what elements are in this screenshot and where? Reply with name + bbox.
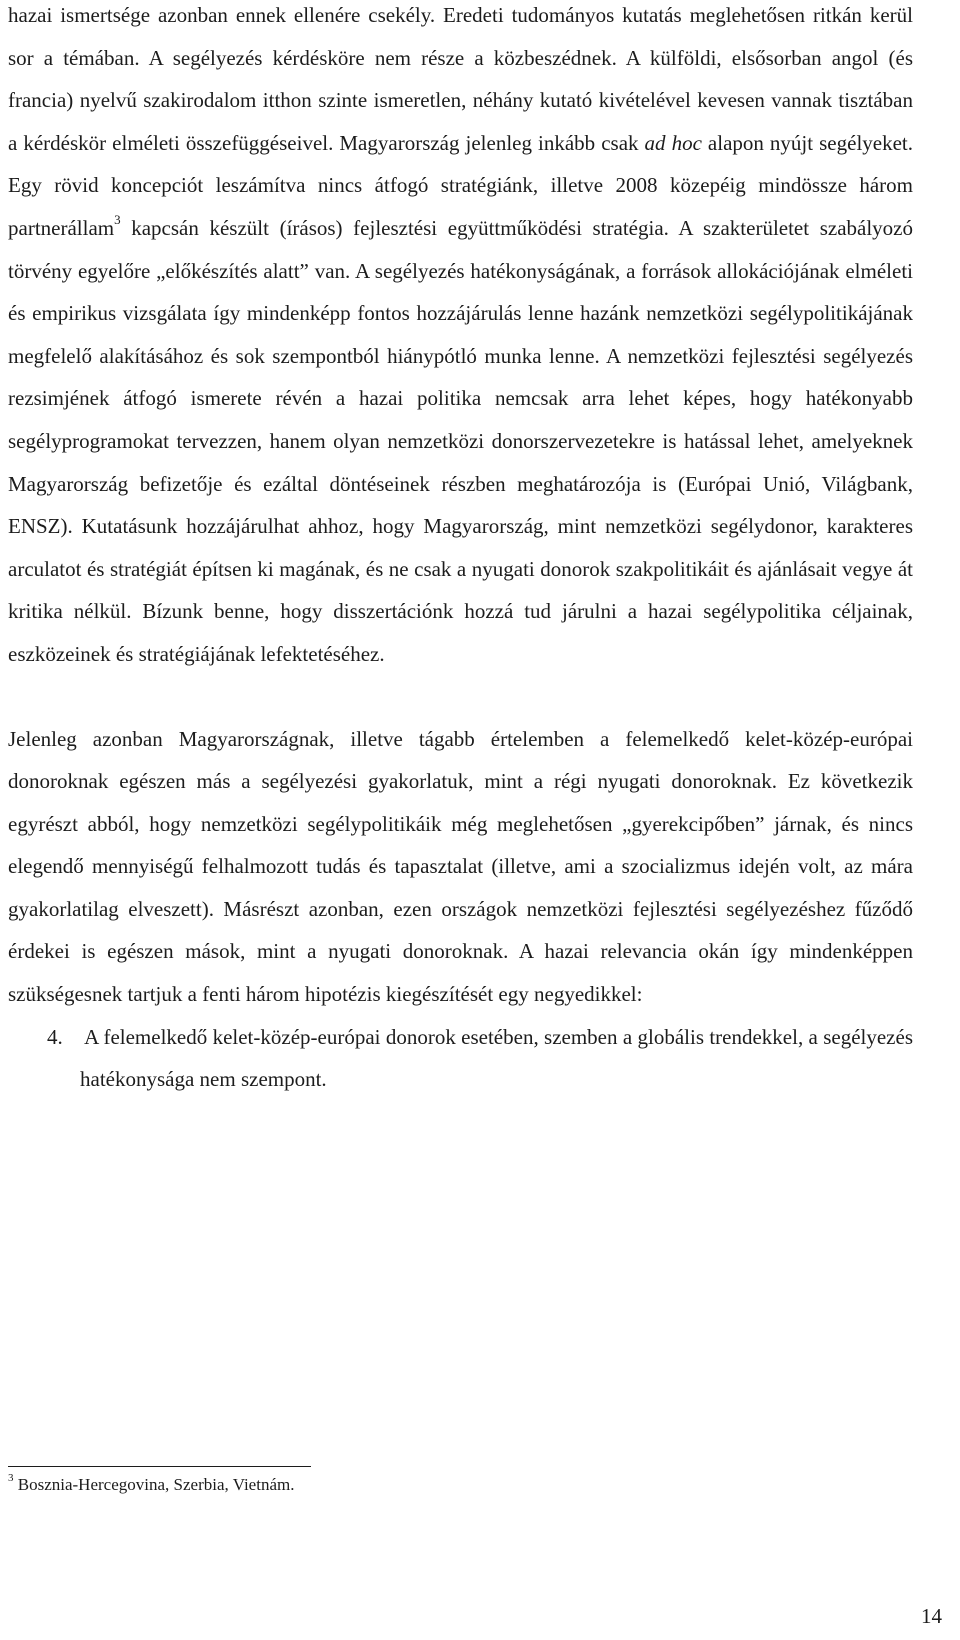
paragraph-1-italic: ad hoc — [644, 130, 702, 155]
footnote-number: 3 — [8, 1472, 14, 1485]
footnote-reference[interactable]: 3 — [114, 211, 121, 227]
page-body — [8, 0, 913, 1101]
page-number: 14 — [921, 1604, 942, 1628]
list-item-text: A felemelkedő kelet-közép-európai donorok esetében, szemben a globális trendekkel, a segélyezés hatékonysága nem szempont. — [80, 1024, 913, 1092]
paragraph-1-part-2: alapon nyújt segélyeket. Egy rövid koncepciót leszámítva nincs átfogó stratégiánk, illetve 2008 közepéig mindössze három partnerállam — [8, 130, 914, 240]
paragraph-1-part-3: kapcsán készült (írásos) fejlesztési együttműködési stratégia. A szakterületet szabályozó törvény egyelőre „előkészítés alatt” van. A segélyezés hatékonyságának, a források allokációjának elméleti és empirikus vizsgálata így mindenképp fontos hozzájárulás lenne hazánk nemzetközi segélypolitikájának megfelelő alakításához és sok szempontból hiánypótló munka lenne. A nemzetközi fejlesztési segélyezés rezsimjének átfogó ismerete révén a hazai politika nemcsak arra lehet képes, hogy hatékonyabb segélyprogramokat tervezzen, hanem olyan nemzetközi donorszervezetekre is hatással lehet, amelyeknek Magyarország befizetője és ezáltal döntéseinek részben meghatározója is (Európai Unió, Világbank, ENSZ). Kutatásunk hozzájárulhat ahhoz, hogy Magyarország, mint nemzetközi segélydonor, karakteres arculatot és stratégiát építsen ki magának, és ne csak a nyugati donorok szakpolitikáit és ajánlásait vegye át kritika nélkül. Bízunk benne, hogy disszertációnk hozzá tud járulni a hazai segélypolitika céljainak, eszközeinek és stratégiájának lefektetéséhez. — [8, 215, 913, 666]
paragraph-1-part-1: hazai ismertsége azonban ennek ellenére csekély. Eredeti tudományos kutatás meglehetősen ritkán kerül sor a témában. A segélyezés kérdésköre nem része a közbeszédnek. A külföldi, elsősorban angol (és francia) nyelvű szakirodalom itthon szinte ismeretlen, néhány kutató kivételével kevesen vannak tisztában a kérdéskör elméleti összefüggéseivel. Magyarország jelenleg inkább csak — [8, 3, 913, 155]
paragraph-1 — [8, 0, 913, 676]
paragraph-2: Jelenleg azonban Magyarországnak, illetve tágabb értelemben a felemelkedő kelet-közép-európai donoroknak egészen más a segélyezési gyakorlatuk, mint a régi nyugati donoroknak. Ez következik egyrészt abból, hogy nemzetközi segélypolitikáik még meglehetősen „gyerekcipőben” járnak, és nincs elegendő mennyiségű felhalmozott tudás és tapasztalat (illetve, ami a szocializmus idején volt, az mára gyakorlatilag elveszett). Másrészt azonban, ezen országok nemzetközi fejlesztési segélyezéshez fűződő érdekei is egészen mások, mint a nyugati donoroknak. A hazai relevancia okán így mindenképpen szükségesnek tartjuk a fenti három hipotézis kiegészítését egy negyedikkel: — [8, 726, 913, 1007]
list-item-number: 4. — [47, 1024, 63, 1049]
footnote — [8, 1474, 294, 1496]
footnote-separator — [8, 1466, 311, 1467]
footnote-text: Bosznia-Hercegovina, Szerbia, Vietnám. — [17, 1475, 295, 1494]
list-item-4 — [8, 1016, 913, 1101]
